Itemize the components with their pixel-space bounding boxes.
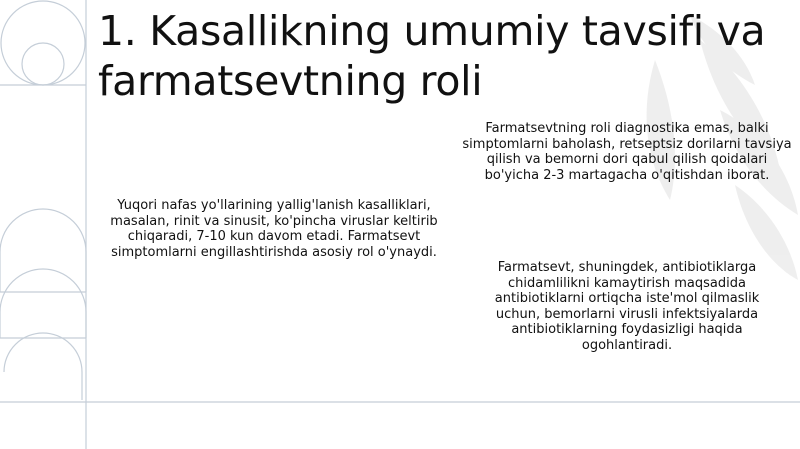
paragraph-left: Yuqori nafas yo'llarining yallig'lanish kasalliklari, masalan, rinit va sinusit, ko'pincha viruslar keltirib chiqaradi, 7-10 kun davom etadi. Farmatsevt simptomlarni engillashtirishda asosiy rol o'ynaydi. (110, 198, 438, 260)
small-circle-outline (22, 43, 64, 85)
arch-outline-lower (0, 269, 86, 338)
arch-outline-upper (0, 209, 86, 292)
paragraph-right-top: Farmatsevtning roli diagnostika emas, balki simptomlarni baholash, retseptsiz dorilarni tavsiya qilish va bemorni dori qabul qilish qoidalari bo'yicha 2-3 martagacha o'qitishdan iborat. (462, 121, 792, 183)
paragraph-right-bottom: Farmatsevt, shuningdek, antibiotiklarga chidamlilikni kamaytirish maqsadida antibiotiklarni ortiqcha iste'mol qilmaslik uchun, bemorlarni virusli infektsiyalarda antibiotiklarning foydasizligi haqida ogohlantiradi. (494, 260, 760, 353)
slide-title: 1. Kasallikning umumiy tavsifi va farmatsevtning roli (98, 7, 766, 105)
